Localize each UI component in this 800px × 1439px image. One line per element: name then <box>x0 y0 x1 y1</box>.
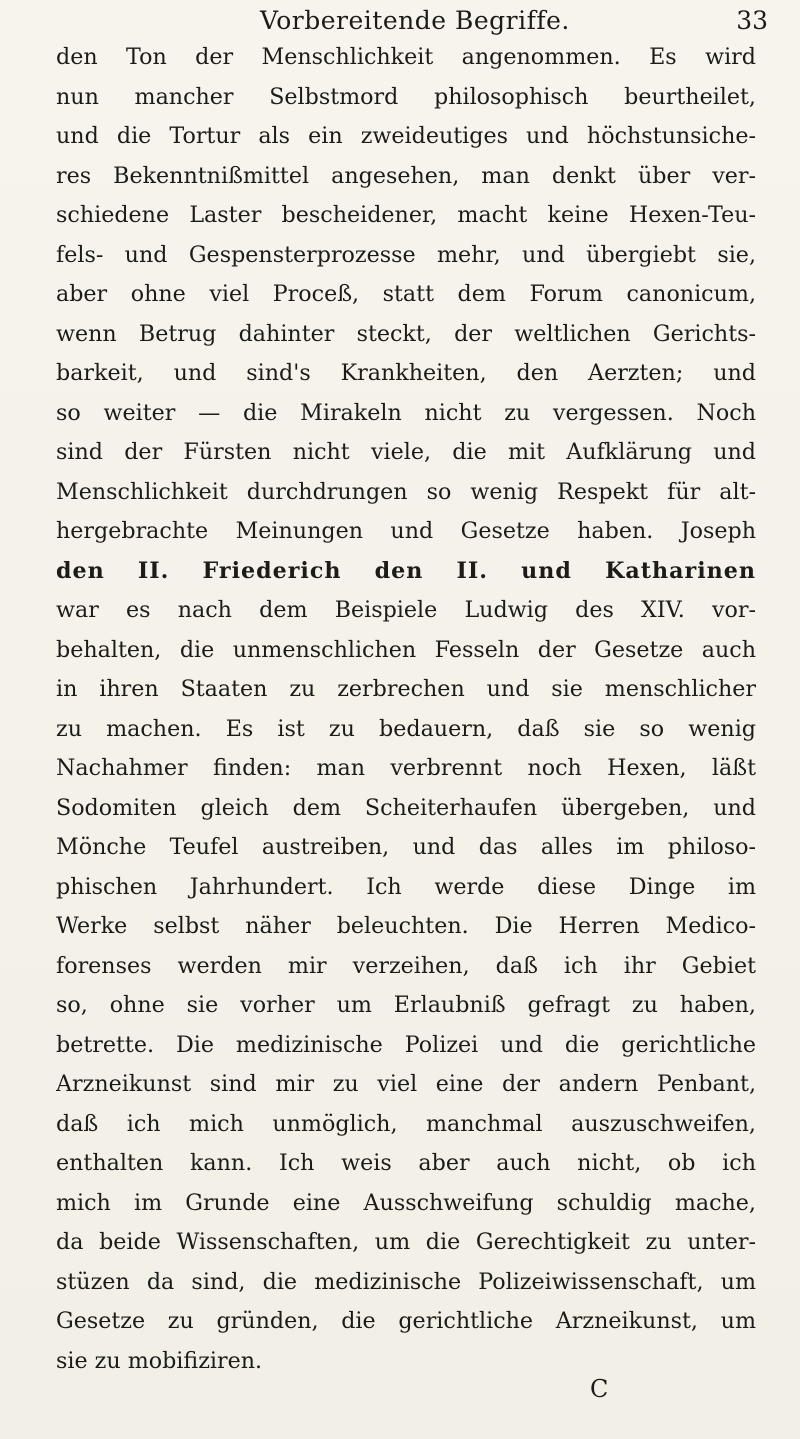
text-line: hergebrachte Meinungen und Gesetze haben. Joseph <box>56 518 756 544</box>
text-line: schiedene Laster bescheidener, macht keine Hexen-Teu- <box>56 202 756 228</box>
text-line: sind der Fürsten nicht viele, die mit Aufklärung und <box>56 439 756 465</box>
text-line: nun mancher Selbstmord philosophisch beurtheilet, <box>56 83 756 110</box>
text-line: mich im Grunde eine Ausschweifung schuldig mache, <box>56 1189 756 1216</box>
text-line: Nachahmer finden: man verbrennt noch Hexen, läßt <box>56 755 756 781</box>
text-line: res Bekenntnißmittel angesehen, man denkt über ver- <box>56 162 756 189</box>
body-text <box>56 38 756 1381</box>
text-line: Gesetze zu gründen, die gerichtliche Arzneikunst, um <box>56 1308 756 1334</box>
text-line: wenn Betrug dahinter steckt, der weltlichen Gerichts- <box>56 320 756 347</box>
text-line: Werke selbst näher beleuchten. Die Herren Medico- <box>56 913 756 939</box>
text-line: stüzen da sind, die medizinische Polizeiwissenschaft, um <box>56 1268 756 1295</box>
text-line-emphasis: den II. Friederich den II. und Katharinen <box>56 557 756 584</box>
text-line: in ihren Staaten zu zerbrechen und sie menschlicher <box>56 676 756 702</box>
text-line: Sodomiten gleich dem Scheiterhaufen übergeben, und <box>56 794 756 821</box>
text-line: betrette. Die medizinische Polizei und die gerichtliche <box>56 1031 756 1058</box>
text-line: aber ohne viel Proceß, statt dem Forum canonicum, <box>56 281 756 307</box>
text-line: Mönche Teufel austreiben, und das alles im philoso- <box>56 834 756 860</box>
running-head: Vorbereitende Begriffe. <box>260 6 570 35</box>
text-line: forenses werden mir verzeihen, daß ich ihr Gebiet <box>56 952 756 979</box>
text-line: sie zu mobifiziren. <box>56 1347 263 1374</box>
page-header <box>0 6 800 40</box>
text-line: Menschlichkeit durchdrungen so wenig Respekt für alt- <box>56 478 756 505</box>
text-line: den Ton der Menschlichkeit angenommen. Es wird <box>56 44 756 70</box>
text-line: war es nach dem Beispiele Ludwig des XIV. vor- <box>56 597 756 623</box>
signature-mark: C <box>590 1375 609 1403</box>
text-line: enthalten kann. Ich weis aber auch nicht, ob ich <box>56 1150 756 1176</box>
page-number: 33 <box>736 6 768 35</box>
text-line: daß ich mich unmöglich, manchmal auszuschweifen, <box>56 1110 756 1137</box>
text-line: phischen Jahrhundert. Ich werde diese Dinge im <box>56 873 756 900</box>
text-line: so weiter — die Mirakeln nicht zu vergessen. Noch <box>56 399 756 426</box>
text-line: zu machen. Es ist zu bedauern, daß sie so wenig <box>56 715 756 742</box>
text-line: da beide Wissenschaften, um die Gerechtigkeit zu unter- <box>56 1229 756 1255</box>
text-line: behalten, die unmenschlichen Fesseln der Gesetze auch <box>56 636 756 663</box>
text-line: Arzneikunst sind mir zu viel eine der andern Penbant, <box>56 1071 756 1097</box>
text-line: barkeit, und sind's Krankheiten, den Aerzten; und <box>56 360 756 386</box>
text-line: fels- und Gespensterprozesse mehr, und übergiebt sie, <box>56 241 756 268</box>
text-line: und die Tortur als ein zweideutiges und höchstunsiche- <box>56 123 756 149</box>
text-line: so, ohne sie vorher um Erlaubniß gefragt zu haben, <box>56 992 756 1018</box>
